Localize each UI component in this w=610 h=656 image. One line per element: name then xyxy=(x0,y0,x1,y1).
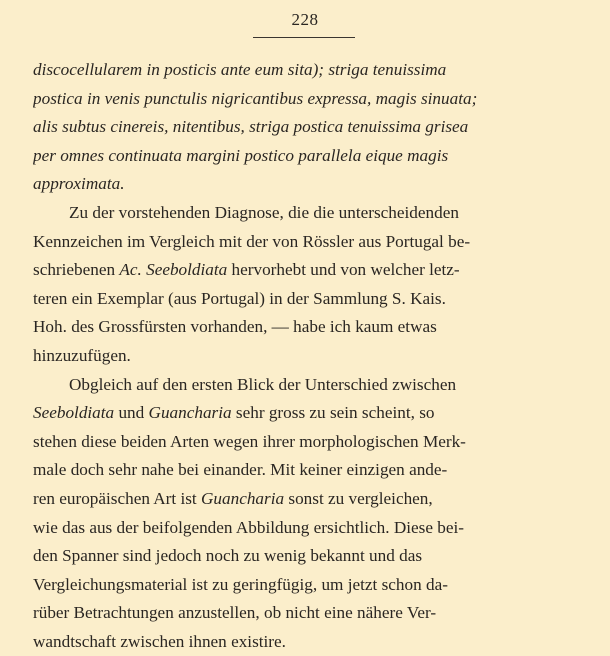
text-line xyxy=(33,599,581,628)
italic-text-segment: alis subtus cinereis, nitentibus, striga postica tenuissima grisea xyxy=(33,117,469,137)
text-segment: teren ein Exemplar (aus Portugal) in der Sammlung S. Kais. xyxy=(33,288,446,308)
italic-text-segment: postica in venis punctulis nigricantibus expressa, magis sinuata; xyxy=(33,88,478,108)
italic-text-segment: Guancharia xyxy=(148,403,232,423)
text-line xyxy=(33,399,581,428)
text-segment: Obgleich auf den ersten Blick der Unterschied zwischen xyxy=(69,374,457,394)
italic-text-segment: per omnes continuata margini postico parallela eique magis xyxy=(33,145,449,165)
text-line xyxy=(33,170,581,199)
text-line xyxy=(33,628,581,656)
text-line xyxy=(33,142,581,171)
text-segment: ren europäischen Art ist xyxy=(33,488,202,508)
text-line xyxy=(33,342,581,371)
italic-text-segment: Seeboldiata xyxy=(33,403,115,423)
text-line xyxy=(33,371,581,400)
text-line xyxy=(33,56,581,85)
italic-text-segment: Ac. Seeboldiata xyxy=(119,260,228,280)
text-segment: wie das aus der beifolgenden Abbildung ersichtlich. Diese bei- xyxy=(33,517,464,537)
text-segment: sehr gross zu sein scheint, so xyxy=(231,403,435,423)
italic-text-segment: discocellularem in posticis ante eum sita); striga tenuissima xyxy=(33,60,447,79)
text-line xyxy=(33,85,581,114)
text-line xyxy=(33,514,581,543)
italic-text-segment: Guancharia xyxy=(201,488,285,508)
text-segment: wandtschaft zwischen ihnen existire. xyxy=(33,631,286,651)
text-segment: Zu der vorstehenden Diagnose, die die unterscheidenden xyxy=(69,202,459,222)
text-line xyxy=(33,456,581,485)
text-segment: Vergleichungsmaterial ist zu geringfügig, um jetzt schon da- xyxy=(33,574,448,594)
text-segment: den Spanner sind jedoch noch zu wenig bekannt und das xyxy=(33,546,423,566)
page-number: 228 xyxy=(291,10,319,29)
text-line xyxy=(33,256,581,285)
text-line xyxy=(33,285,581,314)
text-segment: Hoh. des Grossfürsten vorhanden, — habe ich kaum etwas xyxy=(33,317,437,337)
text-line xyxy=(33,113,581,142)
text-line xyxy=(33,485,581,514)
page-number-rule xyxy=(253,37,355,38)
text-line xyxy=(33,313,581,342)
text-line xyxy=(33,228,581,257)
text-line xyxy=(33,571,581,600)
text-segment: sonst zu vergleichen, xyxy=(284,488,433,508)
body-text xyxy=(33,56,581,656)
text-segment: male doch sehr nahe bei einander. Mit keiner einzigen ande- xyxy=(33,460,448,480)
text-segment: stehen diese beiden Arten wegen ihrer morphologischen Merk- xyxy=(33,431,466,451)
text-segment: rüber Betrachtungen anzustellen, ob nicht eine nähere Ver- xyxy=(33,603,437,623)
text-line xyxy=(33,199,581,228)
text-line xyxy=(33,428,581,457)
text-segment: hinzuzufügen. xyxy=(33,345,131,365)
text-segment: schriebenen xyxy=(33,260,120,280)
italic-text-segment: approximata. xyxy=(33,174,125,194)
text-line xyxy=(33,542,581,571)
text-segment: Kennzeichen im Vergleich mit der von Rössler aus Portugal be- xyxy=(33,231,471,251)
text-segment: und xyxy=(114,403,149,423)
text-segment: hervorhebt und von welcher letz- xyxy=(227,260,460,280)
